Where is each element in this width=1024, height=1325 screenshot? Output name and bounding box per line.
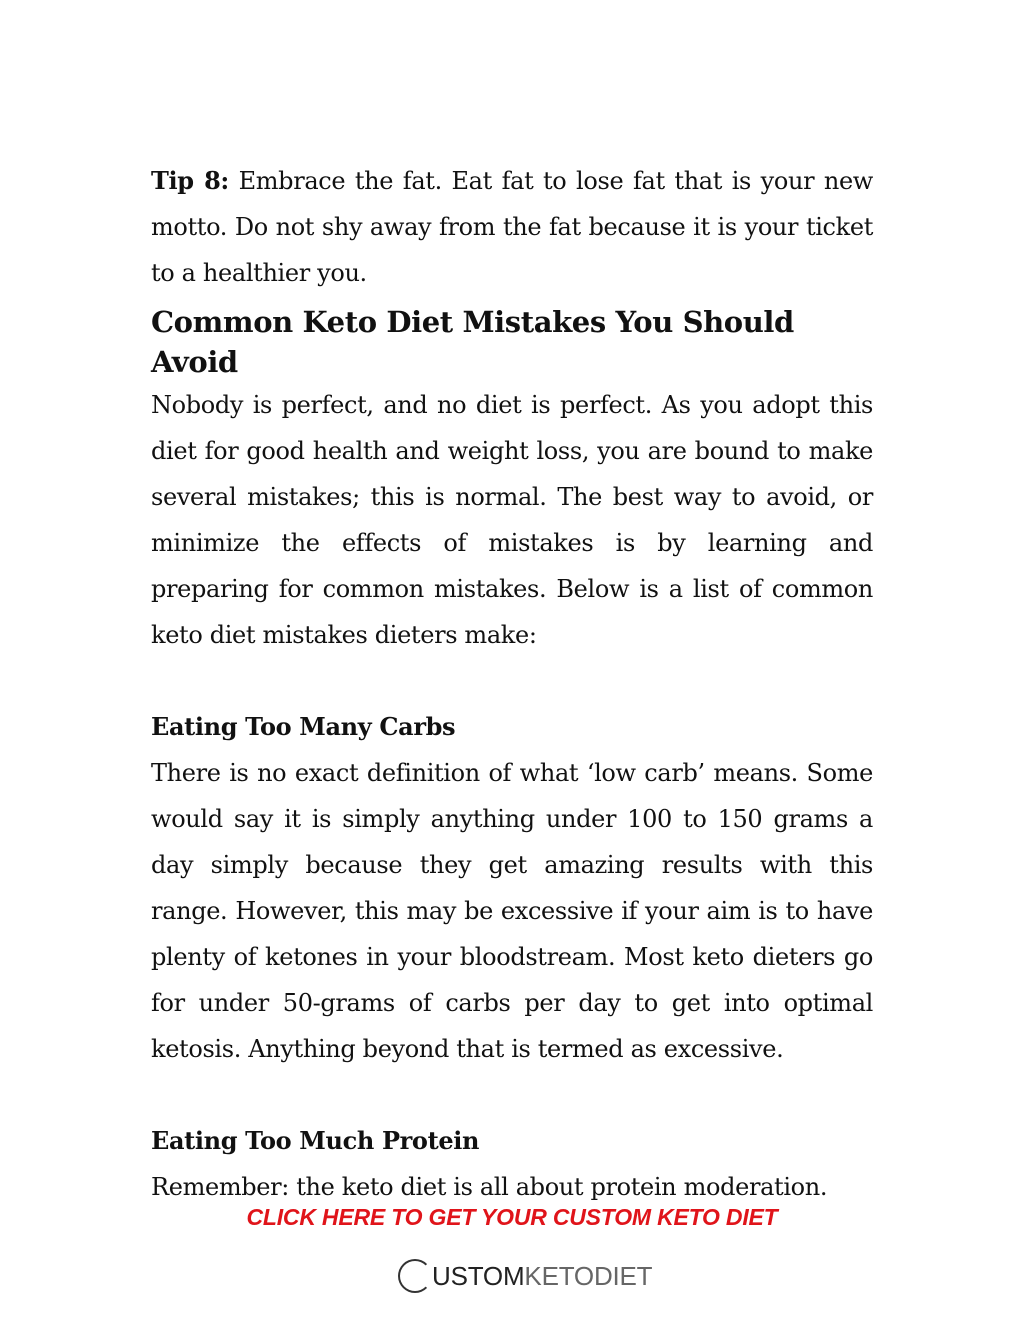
custom-keto-diet-logo bbox=[398, 1254, 652, 1298]
document-body bbox=[151, 158, 873, 1210]
section-intro: Nobody is perfect, and no diet is perfect. As you adopt this diet for good health and weight loss, you are bound to make several mistakes; this is normal. The best way to avoid, or minimize the effects of mistakes is by learning and preparing for common mistakes. Below is a list of common keto diet mistakes dieters make: bbox=[151, 391, 873, 649]
spacer bbox=[151, 1072, 873, 1118]
custom-keto-diet-link[interactable]: CLICK HERE TO GET YOUR CUSTOM KETO DIET bbox=[246, 1204, 778, 1230]
tip-text: Embrace the fat. Eat fat to lose fat that is your new motto. Do not shy away from the fat because it is your ticket to a healthier you. bbox=[151, 167, 873, 287]
mistake-text-protein: Remember: the keto diet is all about protein moderation. bbox=[151, 1173, 828, 1201]
tip-label: Tip 8: bbox=[151, 166, 229, 195]
custom-keto-diet-c-icon bbox=[398, 1259, 432, 1293]
logo-strong-text: USTOM bbox=[432, 1260, 525, 1291]
section-heading: Common Keto Diet Mistakes You Should Avoid bbox=[151, 305, 794, 379]
tip-paragraph bbox=[151, 158, 873, 296]
mistake-text-carbs: There is no exact definition of what ‘low carb’ means. Some would say it is simply anything under 100 to 150 grams a day simply because they get amazing results with this range. However, this may be excessive if your aim is to have plenty of ketones in your bloodstream. Most keto dieters go for under 50-grams of carbs per day to get into optimal ketosis. Anything beyond that is termed as excessive. bbox=[151, 759, 873, 1063]
mistake-heading-protein: Eating Too Much Protein bbox=[151, 1126, 480, 1155]
logo-light-text: KETODIET bbox=[524, 1260, 653, 1291]
spacer bbox=[151, 658, 873, 704]
mistake-heading-carbs: Eating Too Many Carbs bbox=[151, 712, 456, 741]
